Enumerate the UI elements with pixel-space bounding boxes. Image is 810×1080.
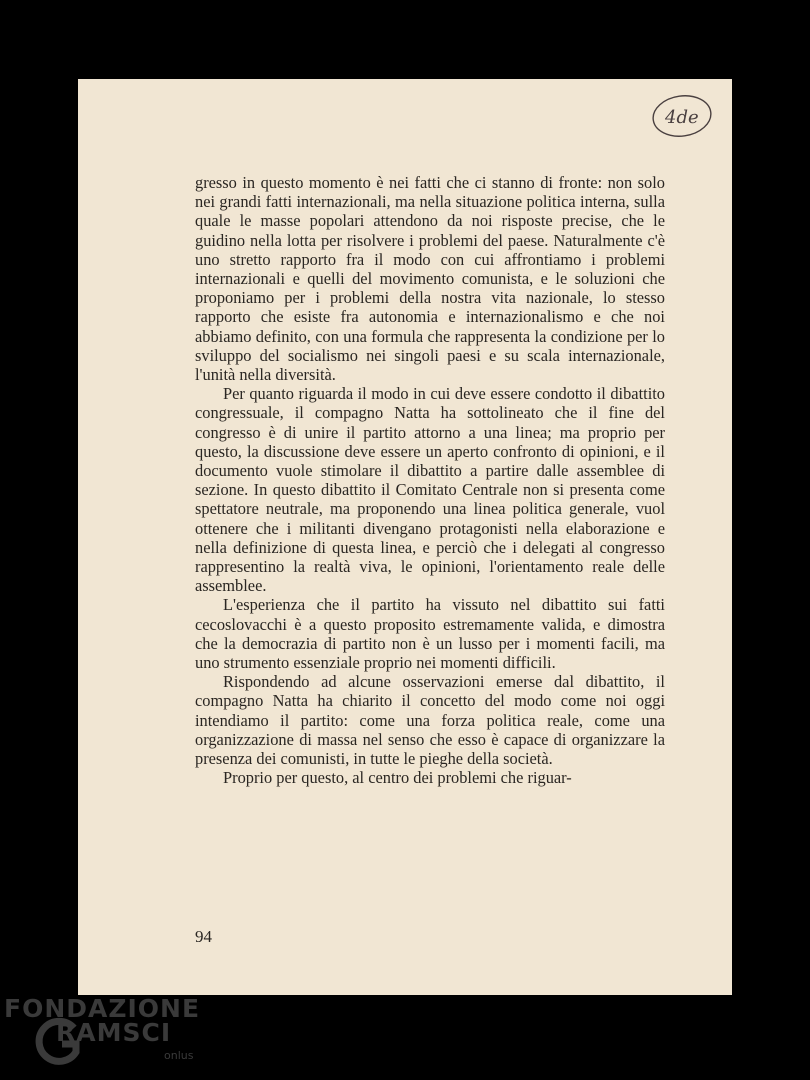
paragraph-5: Proprio per questo, al centro dei problemi che riguar- [223, 768, 572, 788]
handwritten-annotation [651, 93, 713, 139]
paragraph-3: L'esperienza che il partito ha vissuto nel dibattito sui fatti cecoslovacchi è a questo proposito estremamente valida, e dimostra che la democrazia di partito non è un lusso per i momenti facili, ma uno strumento essenziale proprio nei momenti difficili. [195, 595, 665, 673]
watermark-line2: RAMSCI [56, 1018, 172, 1047]
watermark-onlus: onlus [164, 1049, 194, 1062]
page-number: 94 [195, 927, 212, 946]
document-page [78, 79, 732, 995]
body-text [195, 173, 665, 788]
annotation-text: 4de [665, 107, 699, 128]
fondazione-gramsci-watermark [4, 994, 204, 1069]
paragraph-1: gresso in questo momento è nei fatti che ci stanno di fronte: non solo nei grandi fatti internazionali, ma nella situazione politica interna, sulla quale le masse popolari attendono da noi risposte precise, che le guidino nella lotta per risolvere i problemi del paese. Naturalmente c'è uno stretto rapporto fra il modo con cui affrontiamo i problemi internazionali e quelli del movimento comunista, e le soluzioni che proponiamo per i problemi della nostra vita nazionale, lo stesso rapporto che esiste fra autonomia e internazionalismo e che noi abbiamo definito, con una formula che rappresenta la condizione per lo sviluppo del socialismo nei singoli paesi e su scala internazionale, l'unità nella diversità. [195, 173, 665, 385]
paragraph-2: Per quanto riguarda il modo in cui deve essere condotto il dibattito congressuale, il compagno Natta ha sottolineato che il fine del congresso è di unire il partito attorno a una linea; ma proprio per questo, la discussione deve essere un aperto confronto di opinioni, e il documento vuole stimolare il dibattito a partire dalle assemblee di sezione. In questo dibattito il Comitato Centrale non si presenta come spettatore neutrale, ma proponendo una linea politica generale, vuol ottenere che i militanti divengano protagonisti nella elaborazione e nella definizione di questa linea, e perciò che i delegati al congresso rappresentino la realtà viva, le opinioni, l'orientamento reale delle assemblee. [195, 384, 665, 596]
paragraph-4: Rispondendo ad alcune osservazioni emerse dal dibattito, il compagno Natta ha chiarito il concetto del modo come noi oggi intendiamo il partito: come una forza politica reale, come una organizzazione di massa nel senso che esso è capace di organizzare la presenza dei comunisti, in tutte le pieghe della società. [195, 672, 665, 769]
watermark-line1: FONDAZIONE [4, 994, 201, 1023]
